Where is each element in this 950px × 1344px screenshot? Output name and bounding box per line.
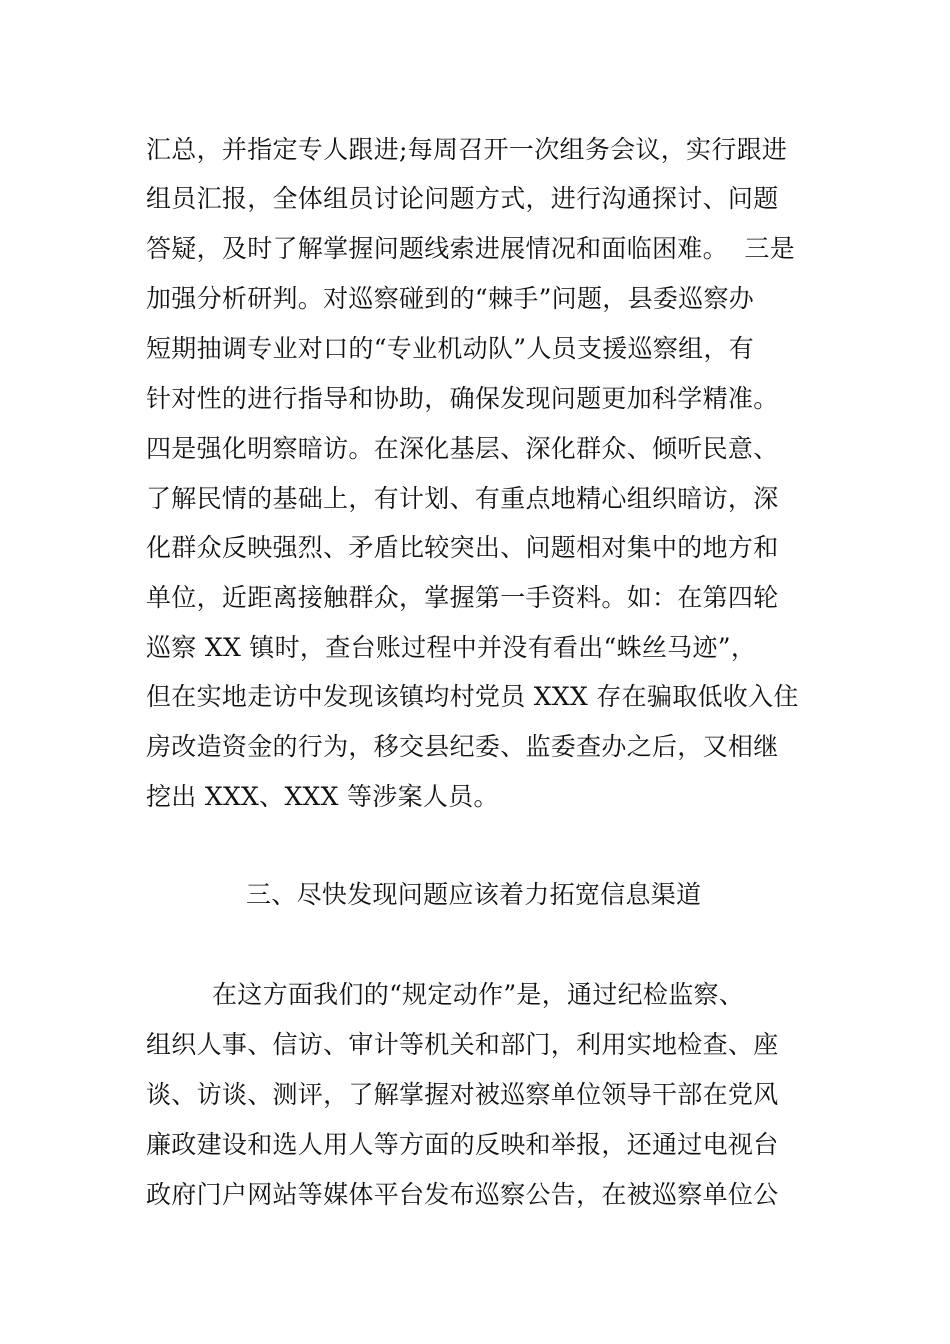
text-line: 化群众反映强烈、矛盾比较突出、问题相对集中的地方和	[146, 533, 779, 562]
text-line: 房改造资金的行为，移交县纪委、监委查办之后，又相继	[146, 732, 779, 761]
text-line: 汇总，并指定专人跟进;每周召开一次组务会议，实行跟进	[146, 135, 788, 164]
text-line: 组织人事、信访、审计等机关和部门，利用实地检查、座	[146, 1030, 779, 1059]
text-line: 了解民情的基础上，有计划、有重点地精心组织暗访，深	[146, 484, 779, 513]
text-line: 挖出 XXX、XXX 等涉案人员。	[146, 782, 499, 811]
text-line: 针对性的进行指导和协助，确保发现问题更加科学精准。	[146, 384, 779, 413]
text-line: 短期抽调专业对口的“专业机动队”人员支援巡察组，有	[146, 334, 755, 363]
section-heading: 三、尽快发现问题应该着力拓宽信息渠道	[246, 880, 702, 909]
text-line: 在这方面我们的“规定动作”是，通过纪检监察、	[146, 980, 745, 1009]
text-line: 政府门户网站等媒体平台发布巡察公告，在被巡察单位公	[146, 1180, 779, 1209]
text-line: 廉政建设和选人用人等方面的反映和举报，还通过电视台	[146, 1130, 779, 1159]
text-line: 巡察 XX 镇时，查台账过程中并没有看出“蛛丝马迹”，	[146, 633, 757, 662]
text-line: 答疑，及时了解掌握问题线索进展情况和面临困难。 三是	[146, 234, 795, 263]
text-line: 四是强化明察暗访。在深化基层、深化群众、倾听民意、	[146, 434, 779, 463]
text-line: 谈、访谈、测评，了解掌握对被巡察单位领导干部在党风	[146, 1080, 779, 1109]
text-line: 但在实地走访中发现该镇均村党员 XXX 存在骗取低收入住	[146, 682, 799, 711]
text-line: 组员汇报，全体组员讨论问题方式，进行沟通探讨、问题	[146, 184, 779, 213]
text-line: 单位，近距离接触群众，掌握第一手资料。如：在第四轮	[146, 583, 779, 612]
text-line: 加强分析研判。对巡察碰到的“棘手”问题，县委巡察办	[146, 284, 755, 313]
